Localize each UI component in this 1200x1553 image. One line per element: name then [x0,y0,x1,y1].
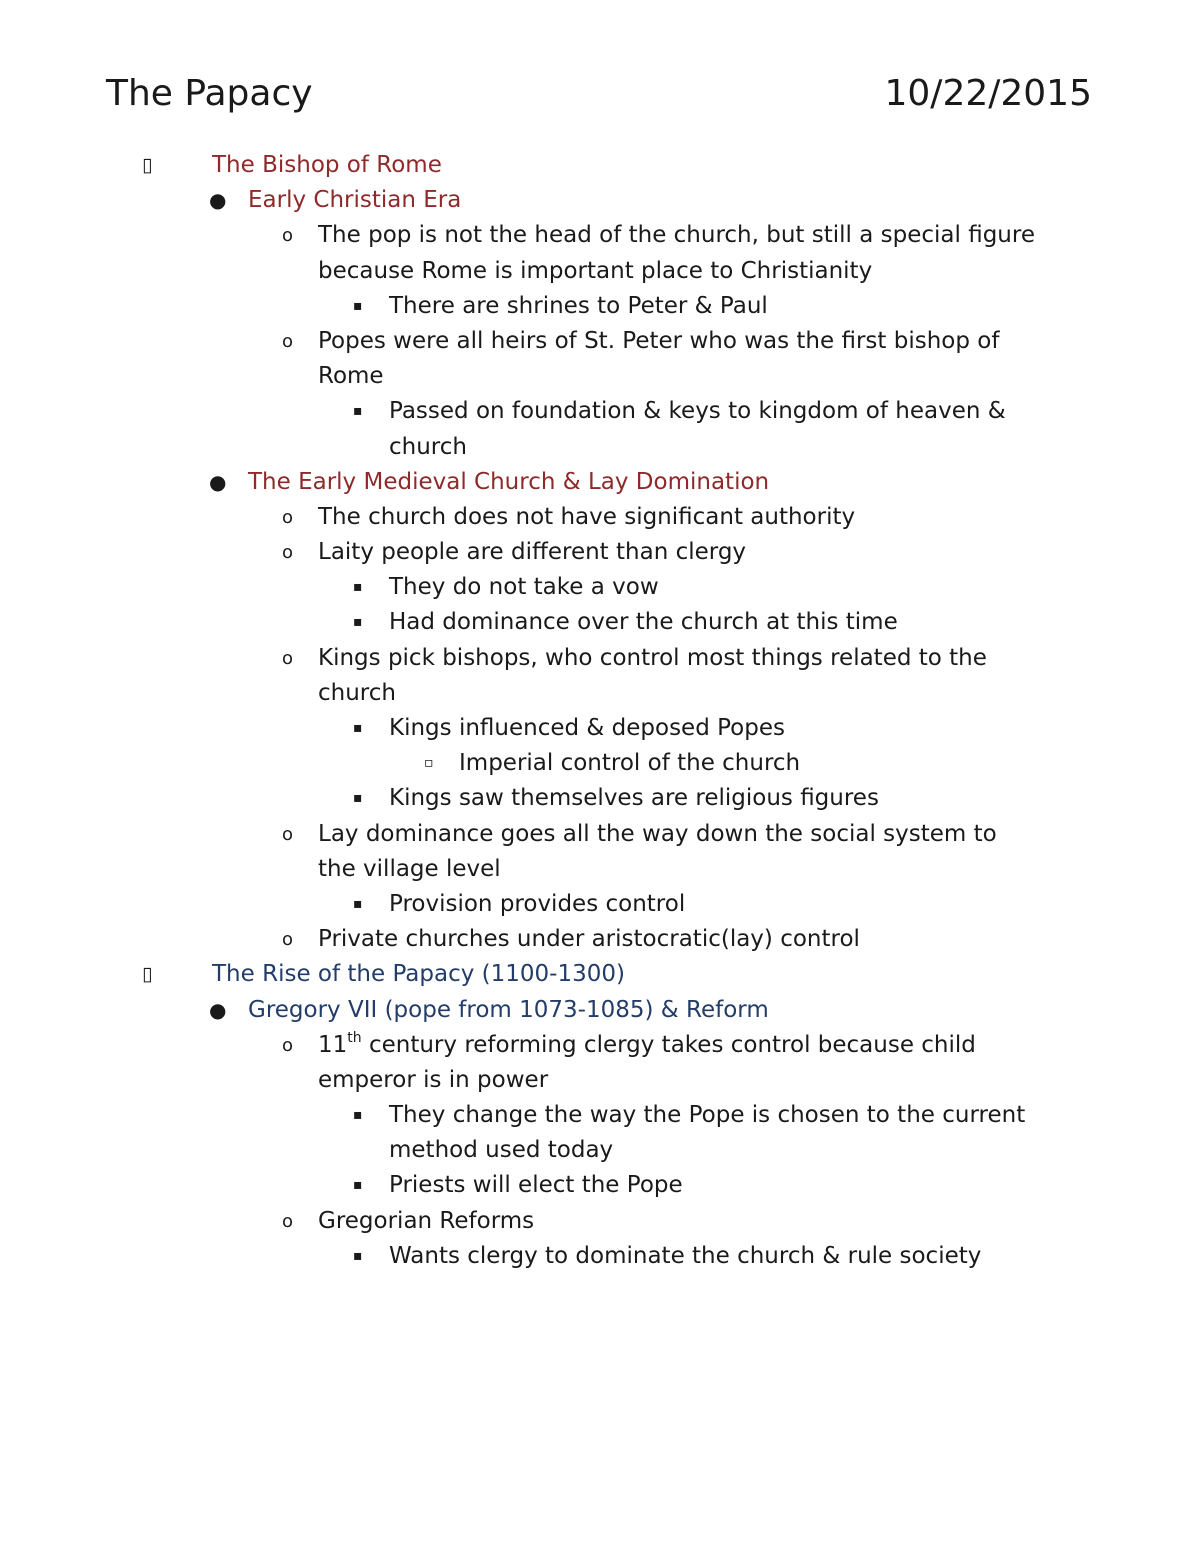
list-item [0,218,1200,253]
item-text: Gregorian Reforms [318,1207,535,1234]
century-text: century reforming clergy takes control because child [361,1031,976,1058]
list-item [0,887,1200,922]
item-text: emperor is in power [318,1066,549,1093]
subsection-heading: Early Christian Era [248,187,462,214]
list-item-continuation [0,359,1200,394]
item-text: The pop is not the head of the church, but still a special figure [318,222,1035,249]
list-item [0,605,1200,640]
list-item [0,500,1200,535]
square-bullet-icon: ▪ [353,895,363,912]
item-text: Laity people are different than clergy [318,539,747,566]
item-text: the village level [318,855,501,882]
square-bullet-icon: ▪ [353,297,363,314]
item-text: method used today [389,1137,614,1164]
item-text: They change the way the Pope is chosen to the current [389,1102,1026,1129]
item-text: Popes were all heirs of St. Peter who was the first bishop of [318,327,1000,354]
circle-bullet-icon: o [282,506,294,528]
century-number: 11 [318,1031,348,1058]
list-item [0,570,1200,605]
list-item [0,1239,1200,1274]
disc-bullet-icon: ● [209,469,227,494]
list-item [0,535,1200,570]
list-item [0,1098,1200,1133]
item-text: Rome [318,363,384,390]
square-bullet-icon: ▪ [353,403,363,420]
list-item [0,1028,1200,1063]
circle-bullet-icon: o [282,1210,294,1232]
list-item-continuation [0,1133,1200,1168]
list-item [0,148,1200,183]
square-bullet-icon: ▪ [353,614,363,631]
circle-bullet-icon: o [282,647,294,669]
list-item-continuation [0,1063,1200,1098]
page-date: 10/22/2015 [884,73,1092,114]
item-text: church [389,433,467,460]
box-bullet-icon: ▯ [142,963,153,986]
subsection-heading: The Early Medieval Church & Lay Domination [248,468,770,495]
item-text: Imperial control of the church [459,750,801,777]
list-item [0,1204,1200,1239]
list-item [0,324,1200,359]
list-item-continuation [0,852,1200,887]
list-item-continuation [0,430,1200,465]
list-item [0,641,1200,676]
list-item [0,1168,1200,1203]
item-text: Private churches under aristocratic(lay) control [318,926,860,953]
square-bullet-icon: ▪ [353,790,363,807]
item-text: Kings pick bishops, who control most things related to the [318,644,987,671]
list-item [0,922,1200,957]
item-text: Passed on foundation & keys to kingdom of heaven & [389,398,1006,425]
hollow-square-bullet-icon: ▫ [424,755,434,772]
page-header [106,70,1092,118]
item-text: Provision provides control [389,890,686,917]
circle-bullet-icon: o [282,542,294,564]
item-text: Priests will elect the Pope [389,1172,683,1199]
subsection-heading: Gregory VII (pope from 1073-1085) & Reform [248,996,769,1023]
item-text: Had dominance over the church at this time [389,609,898,636]
page-title: The Papacy [106,73,313,114]
circle-bullet-icon: o [282,823,294,845]
outline [0,148,1200,1274]
list-item [0,957,1200,992]
list-item [0,289,1200,324]
item-text: Wants clergy to dominate the church & rule society [389,1242,982,1269]
circle-bullet-icon: o [282,330,294,352]
disc-bullet-icon: ● [209,997,227,1022]
list-item [0,746,1200,781]
item-text: Lay dominance goes all the way down the social system to [318,820,997,847]
item-text: church [318,679,396,706]
item-text: They do not take a vow [389,574,659,601]
list-item [0,781,1200,816]
list-item [0,817,1200,852]
disc-bullet-icon: ● [209,188,227,213]
square-bullet-icon: ▪ [353,720,363,736]
square-bullet-icon: ▪ [353,1177,363,1194]
circle-bullet-icon: o [282,1034,294,1056]
item-text: The church does not have significant authority [318,503,856,530]
list-item-continuation [0,254,1200,289]
list-item-continuation [0,676,1200,711]
list-item [0,183,1200,218]
list-item [0,993,1200,1028]
square-bullet-icon: ▪ [353,1247,363,1264]
list-item [0,394,1200,429]
section-heading: The Bishop of Rome [212,152,442,178]
box-bullet-icon: ▯ [142,154,153,176]
circle-bullet-icon: o [282,225,294,247]
section-heading: The Rise of the Papacy (1100-1300) [212,961,625,988]
item-text [318,1028,976,1063]
circle-bullet-icon: o [282,929,294,951]
list-item [0,711,1200,746]
list-item [0,465,1200,500]
item-text: Kings influenced & deposed Popes [389,715,785,741]
item-text: There are shrines to Peter & Paul [389,292,768,319]
square-bullet-icon: ▪ [353,579,363,596]
ordinal-suffix: th [347,1029,362,1046]
square-bullet-icon: ▪ [353,1107,363,1124]
item-text: Kings saw themselves are religious figures [389,785,879,812]
item-text: because Rome is important place to Christianity [318,257,873,284]
